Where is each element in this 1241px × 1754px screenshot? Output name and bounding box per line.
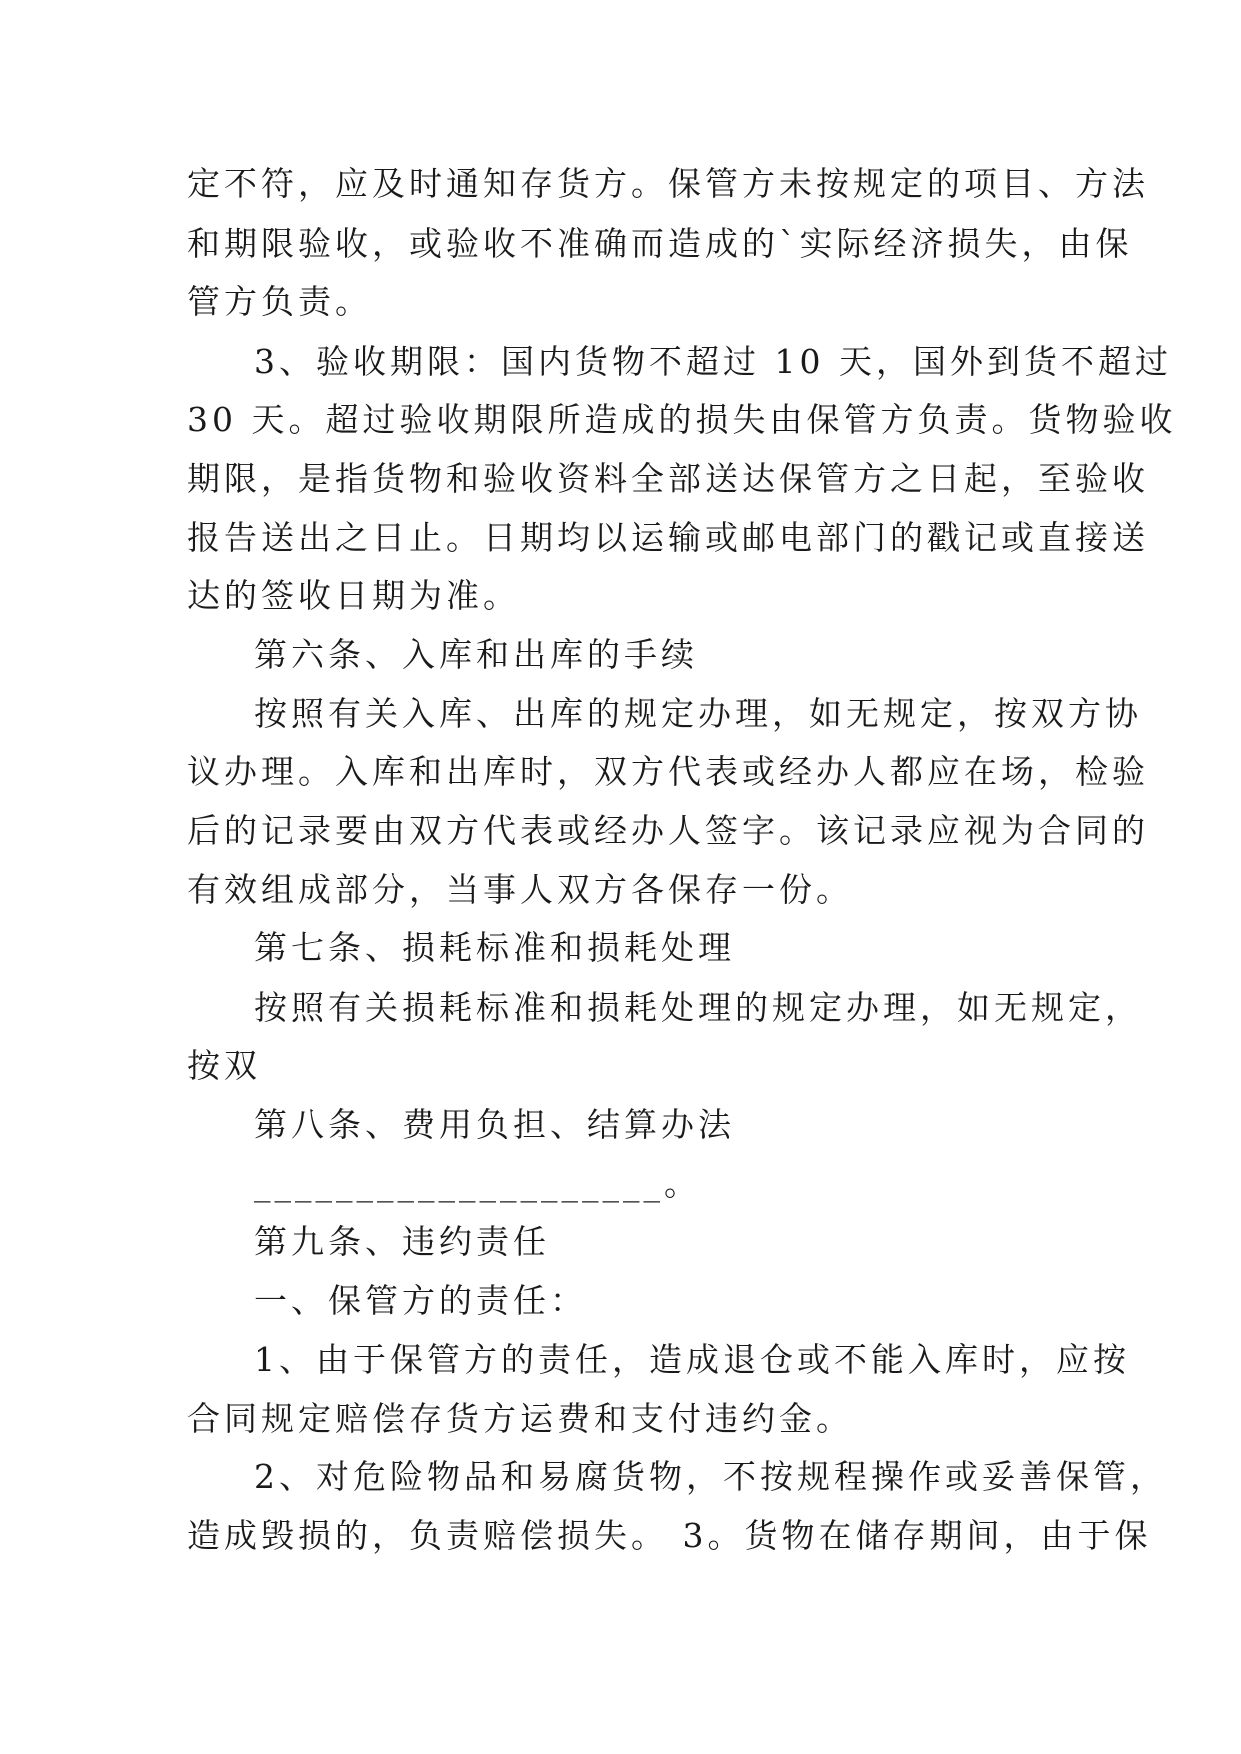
section-heading: 第七条、损耗标准和损耗处理 bbox=[254, 928, 735, 967]
text-line: 管方负责。 bbox=[187, 282, 372, 321]
text-line: 报告送出之日止。日期均以运输或邮电部门的戳记或直接送 bbox=[187, 518, 1149, 557]
text-line: 合同规定赔偿存货方运费和支付违约金。 bbox=[187, 1399, 853, 1438]
text-line: 按照有关损耗标准和损耗处理的规定办理，如无规定， bbox=[254, 988, 1142, 1027]
text-line: 2、对危险物品和易腐货物，不按规程操作或妥善保管， bbox=[254, 1457, 1167, 1496]
text-line: 30 天。超过验收期限所造成的损失由保管方负责。货物验收 bbox=[187, 400, 1177, 439]
blank-fill-line: ____________________。 bbox=[254, 1164, 701, 1203]
text-line: 和期限验收，或验收不准确而造成的`实际经济损失，由保 bbox=[187, 224, 1133, 263]
subsection-heading: 一、保管方的责任： bbox=[254, 1281, 587, 1320]
section-heading: 第九条、违约责任 bbox=[254, 1222, 550, 1261]
text-line: 按双 bbox=[187, 1046, 261, 1085]
text-line: 期限，是指货物和验收资料全部送达保管方之日起，至验收 bbox=[187, 459, 1149, 498]
text-line: 有效组成部分，当事人双方各保存一份。 bbox=[187, 870, 853, 909]
text-line: 定不符，应及时通知存货方。保管方未按规定的项目、方法 bbox=[187, 164, 1149, 203]
text-line: 后的记录要由双方代表或经办人签字。该记录应视为合同的 bbox=[187, 811, 1149, 850]
section-heading: 第八条、费用负担、结算办法 bbox=[254, 1105, 735, 1144]
text-line: 达的签收日期为准。 bbox=[187, 576, 520, 615]
text-line: 按照有关入库、出库的规定办理，如无规定，按双方协 bbox=[254, 694, 1142, 733]
text-line: 1、由于保管方的责任，造成退仓或不能入库时，应按 bbox=[254, 1340, 1130, 1379]
text-line: 造成毁损的，负责赔偿损失。 3。货物在储存期间，由于保 bbox=[187, 1516, 1152, 1555]
text-line: 3、验收期限：国内货物不超过 10 天，国外到货不超过 bbox=[254, 342, 1172, 381]
text-line: 议办理。入库和出库时，双方代表或经办人都应在场，检验 bbox=[187, 752, 1149, 791]
section-heading: 第六条、入库和出库的手续 bbox=[254, 635, 698, 674]
